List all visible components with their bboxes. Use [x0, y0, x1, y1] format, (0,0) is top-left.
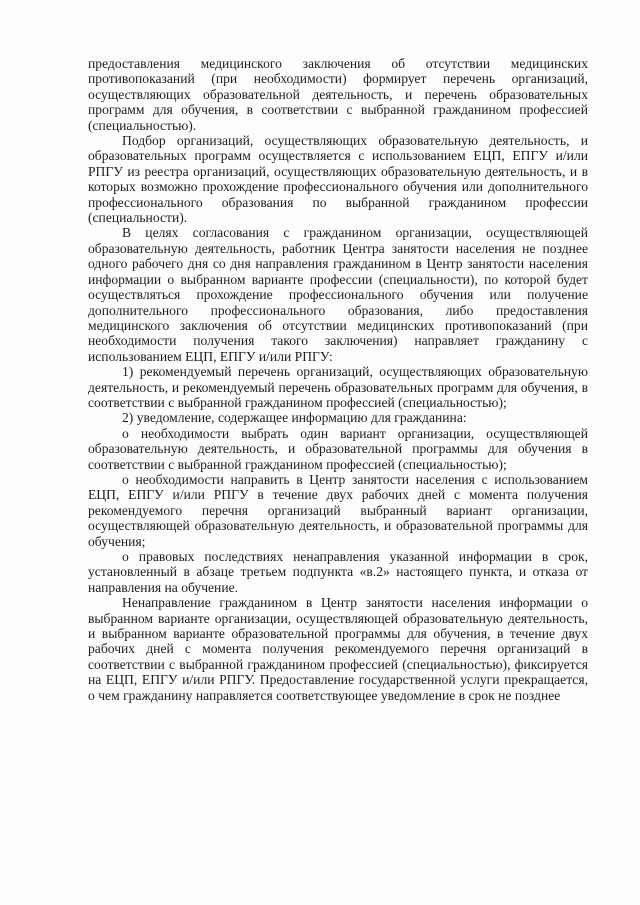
paragraph-coordination-with-citizen: В целях согласования с гражданином организации, осуществляющей образовательную деятельность, работник Центра занятости населения не позднее одного рабочего дня со дня направления гражданином в Центр занятости населения информации о выбранном варианте профессии (специальности), по которой будет осуществляться прохождение профессионального обучения или получение дополнительного профессионального образования, либо предоставления медицинского заключения об отсутствии медицинских противопоказаний (при необходимости получения такого заключения) направляет гражданину с использованием ЕЦП, ЕПГУ и/или РПГУ: [88, 225, 588, 364]
notification-point-choose-option: о необходимости выбрать один вариант организации, осуществляющей образовательную деятельность, и образовательной программы для обучения в соответствии с выбранной гражданином профессией (специальностью); [88, 425, 588, 472]
document-body [88, 56, 588, 703]
list-item-notification: 2) уведомление, содержащее информацию для гражданина: [122, 410, 467, 426]
paragraph-selection-of-organizations: Подбор организаций, осуществляющих образовательную деятельность, и образовательных программ осуществляется с использованием ЕЦП, ЕПГУ и/или РПГУ из реестра организаций, осуществляющих образовательную деятельность, и в которых возможно прохождение профессионального обучения или дополнительного профессионального образования по выбранной гражданином профессии (специальности). [88, 133, 588, 226]
notification-point-send-choice: о необходимости направить в Центр занятости населения с использованием ЕЦП, ЕПГУ и/или РПГУ в течение двух рабочих дней с момента получения рекомендуемого перечня организаций выбранный вариант организации, осуществляющей образовательную деятельность, и образовательной программы для обучения; [88, 471, 588, 549]
notification-point-legal-consequences: о правовых последствиях ненаправления указанной информации в срок, установленный в абзаце третьем подпункта «в.2» настоящего пункта, и отказа от направления на обучение. [88, 549, 588, 595]
list-item-recommended-list: 1) рекомендуемый перечень организаций, осуществляющих образовательную деятельность, и рекомендуемый перечень образовательных программ для обучения, в соответствии с выбранной гражданином профессией (специальностью); [88, 364, 588, 410]
paragraph-continuation: предоставления медицинского заключения об отсутствии медицинских противопоказаний (при необходимости) формирует перечень организаций, осуществляющих образовательной деятельность, и перечень образовательных программ для обучения, в соответствии с выбранной гражданином профессией (специальностью). [88, 56, 588, 133]
paragraph-non-submission: Ненаправление гражданином в Центр занятости населения информации о выбранном варианте организации, осуществляющей образовательную деятельность, и выбранном варианте образовательной программы для обучения, в течение двух рабочих дней с момента получения рекомендуемого перечня организаций в соответствии с выбранной гражданином профессией (специальностью), фиксируется на ЕЦП, ЕПГУ и/или РПГУ. Предоставление государственной услуги прекращается, о чем гражданину направляется соответствующее уведомление в срок не позднее [88, 595, 588, 703]
